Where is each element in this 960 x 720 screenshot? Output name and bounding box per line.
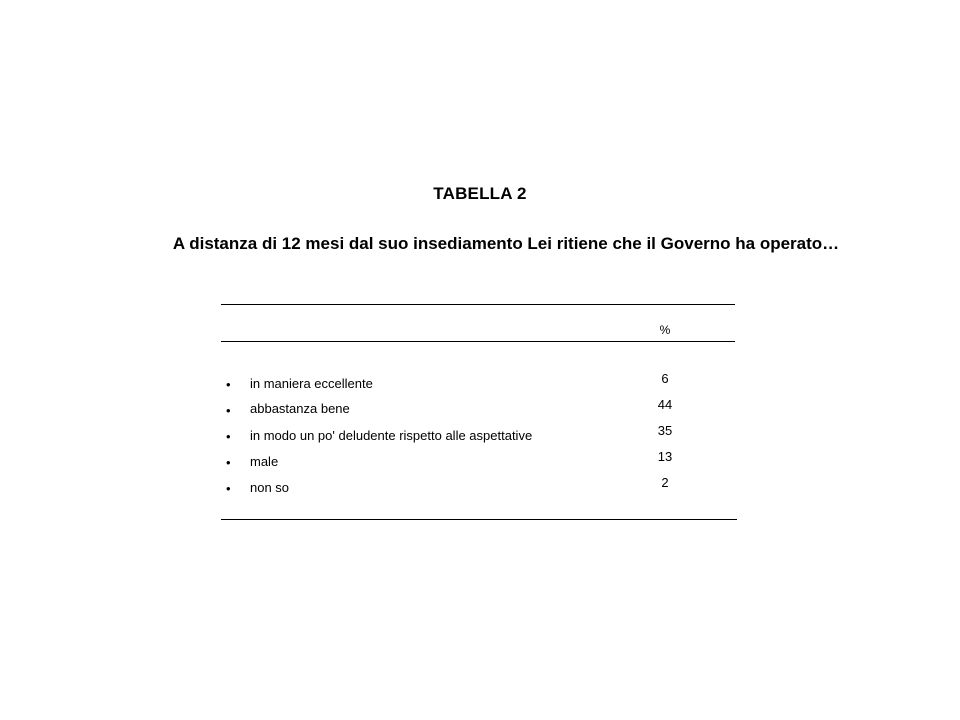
bullet-icon: • (226, 377, 231, 392)
row-value: 2 (661, 475, 669, 490)
row-label: male (250, 454, 279, 469)
row-label: abbastanza bene (250, 401, 350, 416)
row-label: in modo un po' deludente rispetto alle aspettative (250, 428, 533, 443)
row-value: 6 (661, 371, 669, 386)
row-label: in maniera eccellente (250, 376, 373, 391)
results-table (221, 304, 737, 522)
table-title: TABELLA 2 (433, 184, 527, 203)
table-question: A distanza di 12 mesi dal suo insediamento Lei ritiene che il Governo ha operato… (172, 234, 840, 253)
row-label: non so (250, 480, 290, 495)
percent-column-header: % (659, 323, 671, 337)
bullet-icon: • (226, 429, 231, 444)
bullet-icon: • (226, 481, 231, 496)
row-value: 35 (657, 423, 673, 438)
bullet-icon: • (226, 403, 231, 418)
row-value: 13 (657, 449, 673, 464)
row-value: 44 (657, 397, 673, 412)
top-rule (221, 304, 735, 305)
bullet-icon: • (226, 455, 231, 470)
bottom-rule (221, 519, 737, 520)
header-rule (221, 341, 735, 342)
